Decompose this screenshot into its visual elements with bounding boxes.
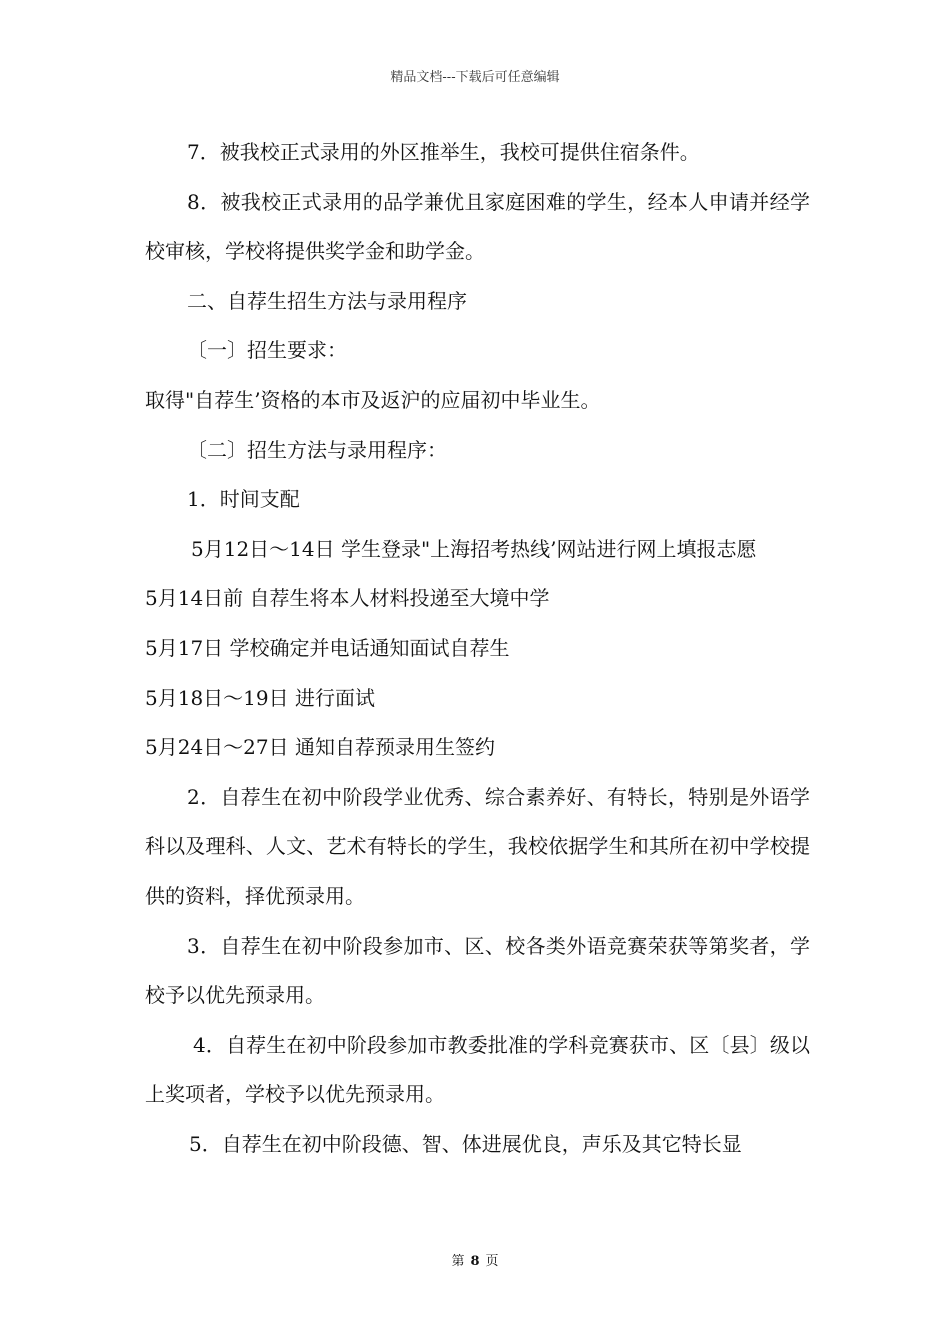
paragraph-item-5: 5．自荐生在初中阶段德、智、体进展优良，声乐及其它特长显 <box>189 1131 742 1156</box>
section-heading-2: 二、自荐生招生方法与录用程序 <box>187 288 467 313</box>
paragraph-item-8: 8．被我校正式录用的品学兼优且家庭困难的学生，经本人申请并经学校审核，学校将提供奖学金和助学金。 <box>145 189 810 264</box>
schedule-item-2: 5月14日前 自荐生将本人材料投递至大境中学 <box>145 586 550 611</box>
page-number: 8 <box>470 1254 480 1269</box>
schedule-item-1: 5月12日～14日 学生登录"上海招考热线’网站进行网上填报志愿 <box>191 536 757 561</box>
page-footer <box>0 1250 950 1269</box>
paragraph-item-7: 7．被我校正式录用的外区推举生，我校可提供住宿条件。 <box>187 140 700 164</box>
subsection-heading-1: 〔一〕招生要求： <box>187 338 347 363</box>
paragraph-item-3: 3．自荐生在初中阶段参加市、区、校各类外语竞赛荣获等第奖者，学校予以优先预录用。 <box>145 933 810 1008</box>
paragraph-item-2: 2．自荐生在初中阶段学业优秀、综合素养好、有特长，特别是外语学科以及理科、人文、艺术有特长的学生，我校依据学生和其所在初中学校提供的资料，择优预录用。 <box>145 784 810 908</box>
footer-suffix: 页 <box>485 1254 499 1269</box>
paragraph-item-4: 4．自荐生在初中阶段参加市教委批准的学科竞赛获市、区〔县〕级以上奖项者，学校予以优先预录用。 <box>145 1032 810 1107</box>
schedule-item-3: 5月17日 学校确定并电话通知面试自荐生 <box>145 635 510 660</box>
paragraph-schedule-title: 1．时间支配 <box>187 487 300 512</box>
schedule-item-5: 5月24日～27日 通知自荐预录用生签约 <box>145 735 495 760</box>
footer-prefix: 第 <box>451 1254 465 1269</box>
schedule-item-4: 5月18日～19日 进行面试 <box>145 685 375 710</box>
document-header: 精品文档---下载后可任意编辑 <box>390 70 560 85</box>
document-body <box>145 128 810 1169</box>
subsection-heading-2: 〔二〕招生方法与录用程序： <box>187 437 447 462</box>
paragraph-requirement: 取得"自荐生’资格的本市及返沪的应届初中毕业生。 <box>145 387 601 412</box>
